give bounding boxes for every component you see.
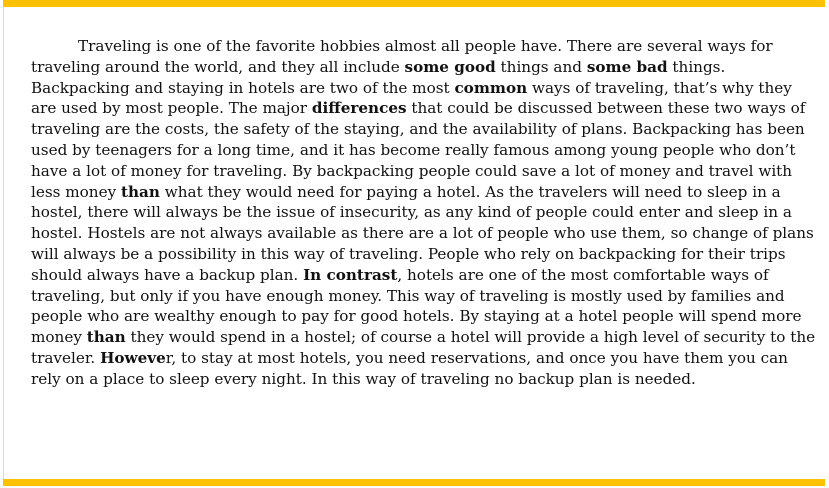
bold-phrase-some-bad: some bad [586,57,668,76]
essay-text: Traveling is one of the favorite hobbies almost all people have. There are several ways for traveling around the world, and they all include [31,37,773,76]
essay-text: they would spend in a hostel; of course a hotel will provide a high level of security to the traveler. [31,328,816,367]
essay-text: , hotels are one of the most comfortable ways of traveling, but only if you have enough money. This way of traveling is mostly used by families and people who are wealthy enough to pay for good hotels. By staying at a hotel people will spend more money [31,265,802,347]
bold-word-common: common [454,78,528,97]
essay-text: what they would need for paying a hotel. As the travelers will need to sleep in a hostel, there will always be the issue of insecurity, as any kind of people could enter and sleep in a hostel. Hostels are not always available as there are a lot of people who use them, so change of plans will always be a possibility in this way of traveling. People who rely on backpacking for their trips should always have a backup plan. [31,182,814,284]
bold-word-than: than [86,328,126,347]
bold-phrase-in-contrast: In contrast [303,265,398,284]
essay-text: that could be discussed between these two ways of traveling are the costs, the safety of the staying, and the availability of plans. Backpacking has been used by teenagers for a long time, and it has become really famous among young people who don’t have a lot of money for traveling. By backpacking people could save a lot of money and travel with less money [31,99,806,201]
bold-phrase-some-good: some good [404,57,496,76]
essay-text: things and [495,57,587,76]
essay-text: things. Backpacking and staying in hotels are two of the most [31,57,726,97]
essay-text: ways of traveling, that’s why they are used by most people. The major [31,78,792,118]
left-edge-rule [3,7,4,479]
essay-paragraph [31,36,821,390]
essay-text: r, to stay at most hotels, you need reservations, and once you have them you can rely on a place to sleep every night. In this way of traveling no backup plan is needed. [31,348,788,388]
bold-word-however: Howeve [100,348,166,367]
bold-word-differences: differences [311,99,407,118]
bold-word-than: than [120,182,160,201]
